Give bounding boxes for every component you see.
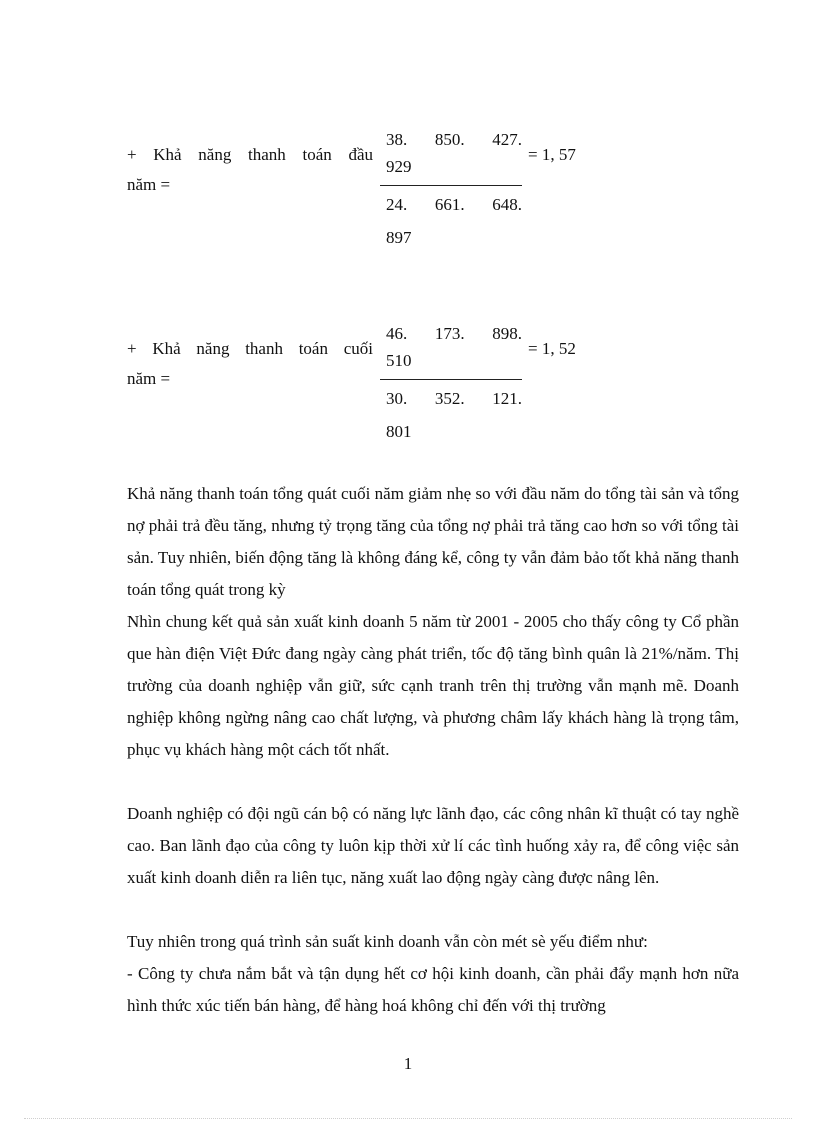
numerator-part: 46. — [386, 324, 408, 343]
paragraph-staff: Doanh nghiệp có đội ngũ cán bộ có năng lực lãnh đạo, các công nhân kĩ thuật có tay nghề cao. Ban lãnh đạo của công ty luôn kịp thời xử lí các tình huống xảy ra, để công việc sản xuất kinh doanh diễn ra liên tục, năng xuất lao động ngày càng được nâng lên. — [127, 804, 739, 887]
formula-label — [127, 334, 373, 394]
formula-label-line2: năm = — [127, 369, 171, 388]
formula-result: = 1, 52 — [528, 339, 576, 358]
footer-divider — [24, 1118, 792, 1119]
formula-end-year — [0, 194, 816, 441]
numerator-part: 850. — [434, 130, 465, 149]
denominator-part: 352. — [434, 389, 465, 408]
denominator-part: 30. — [386, 389, 408, 408]
numerator-part: 173. — [434, 324, 465, 343]
paragraph-weaknesses-intro: Tuy nhiên trong quá trình sản suất kinh doanh vẫn còn mét sè yếu điểm như: — [127, 932, 648, 951]
paragraph-weakness-item: - Công ty chưa nắm bắt và tận dụng hết cơ hội kinh doanh, cần phải đẩy mạnh hơn nữa hình thức xúc tiến bán hàng, để hàng hoá không chỉ đến với thị trường — [127, 964, 739, 1015]
denominator — [380, 386, 522, 412]
formula-start-year — [0, 0, 816, 247]
denominator-tail: 801 — [386, 422, 412, 441]
numerator-tail: 510 — [386, 351, 412, 370]
paragraph-business-overview: Nhìn chung kết quả sản xuất kinh doanh 5 năm từ 2001 - 2005 cho thấy công ty Cổ phần que hàn điện Việt Đức đang ngày càng phát triển, tốc độ tăng bình quân là 21%/năm. Thị trường của doanh nghiệp vẫn giữ, sức cạnh tranh trên thị trường vẫn mạnh mẽ. Doanh nghiệp không ngừng nâng cao chất lượng, và phương châm lấy khách hàng là trọng tâm, phục vụ khách hàng một cách tốt nhất. — [127, 612, 739, 759]
formula-label-line2: năm = — [127, 175, 171, 194]
denominator-part: 24. — [386, 195, 408, 214]
numerator-part: 427. — [492, 130, 522, 149]
formula-label-line1: + Khả năng thanh toán cuối — [127, 339, 373, 358]
numerator — [380, 127, 522, 153]
denominator-part: 121. — [492, 389, 522, 408]
denominator-part: 661. — [434, 195, 465, 214]
page-number: 1 — [403, 1054, 413, 1073]
numerator-tail: 929 — [386, 157, 412, 176]
formula-label — [127, 140, 373, 200]
numerator-part: 898. — [492, 324, 522, 343]
fraction — [380, 321, 522, 446]
paragraph-liquidity-summary: Khả năng thanh toán tổng quát cuối năm giảm nhẹ so với đầu năm do tổng tài sản và tổng nợ phải trả đều tăng, nhưng tỷ trọng tăng của tổng nợ phải trả tăng cao hơn so với tổng tài sản. Tuy nhiên, biến động tăng là không đáng kể, công ty vẫn đảm bảo tốt khả năng thanh toán tổng quát trong kỳ — [127, 484, 739, 599]
numerator — [380, 321, 522, 347]
numerator-part: 38. — [386, 130, 408, 149]
fraction-bar — [380, 185, 522, 186]
formula-result: = 1, 57 — [528, 145, 576, 164]
formula-label-line1: + Khả năng thanh toán đầu — [127, 145, 373, 164]
denominator-part: 648. — [492, 195, 522, 214]
fraction-bar — [380, 379, 522, 380]
denominator-tail: 897 — [386, 228, 412, 247]
